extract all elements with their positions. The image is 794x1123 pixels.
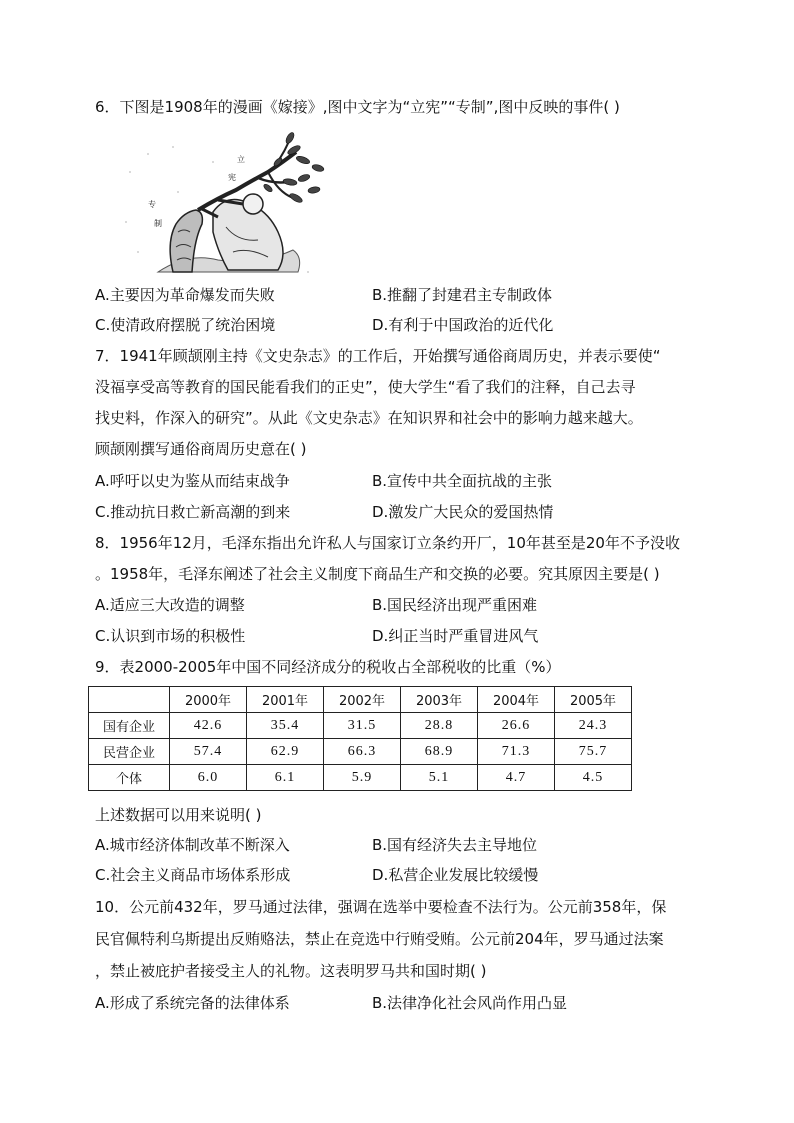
table-header-cell: 2004年 [478, 687, 555, 713]
q10-option-a[interactable]: A.形成了系统完备的法律体系 [95, 994, 290, 1012]
table-header-cell [89, 687, 170, 713]
q7-line-1: 7．1941年顾颉刚主持《文史杂志》的工作后，开始撰写通俗商周历史，并表示要使“ [95, 347, 661, 365]
grafting-cartoon [118, 132, 338, 282]
table-cell: 75.7 [555, 739, 632, 765]
cartoon-label-li: 立 [237, 155, 245, 164]
q6-option-d[interactable]: D.有利于中国政治的近代化 [372, 316, 554, 334]
table-cell: 4.5 [555, 765, 632, 791]
table-cell: 5.1 [401, 765, 478, 791]
q8-option-b[interactable]: B.国民经济出现严重困难 [372, 596, 538, 614]
q7-line-3: 找史料，作深入的研究”。从此《文史杂志》在知识界和社会中的影响力越来越大。 [95, 409, 643, 427]
table-cell: 28.8 [401, 713, 478, 739]
q9-after: 上述数据可以用来说明( ) [95, 806, 262, 824]
table-cell: 57.4 [170, 739, 247, 765]
table-cell: 4.7 [478, 765, 555, 791]
q6-option-b[interactable]: B.推翻了封建君主专制政体 [372, 286, 553, 304]
q8-option-d[interactable]: D.纠正当时严重冒进风气 [372, 627, 539, 645]
q7-option-b[interactable]: B.宣传中共全面抗战的主张 [372, 472, 553, 490]
table-cell: 5.9 [324, 765, 401, 791]
table-row [89, 713, 632, 739]
q10-option-b[interactable]: B.法律净化社会风尚作用凸显 [372, 994, 568, 1012]
table-header-cell: 2003年 [401, 687, 478, 713]
table-header-cell: 2000年 [170, 687, 247, 713]
table-cell: 42.6 [170, 713, 247, 739]
q7-line-4: 顾颉刚撰写通俗商周历史意在( ) [95, 440, 307, 458]
q9-option-d[interactable]: D.私营企业发展比较缓慢 [372, 866, 539, 884]
table-header-row [89, 687, 632, 713]
table-row-label: 个体 [89, 765, 170, 791]
q8-option-c[interactable]: C.认识到市场的积极性 [95, 627, 246, 645]
q8-line-2: 。1958年，毛泽东阐述了社会主义制度下商品生产和交换的必要。究其原因主要是( ) [95, 565, 660, 583]
table-cell: 62.9 [247, 739, 324, 765]
table-row [89, 739, 632, 765]
table-header-cell: 2001年 [247, 687, 324, 713]
table-row [89, 765, 632, 791]
table-cell: 66.3 [324, 739, 401, 765]
q7-option-c[interactable]: C.推动抗日救亡新高潮的到来 [95, 503, 291, 521]
q7-option-a[interactable]: A.呼吁以史为鉴从而结束战争 [95, 472, 290, 490]
table-cell: 26.6 [478, 713, 555, 739]
q7-option-d[interactable]: D.激发广大民众的爱国热情 [372, 503, 554, 521]
q10-line-2: 民官佩特利乌斯提出反贿赂法，禁止在竞选中行贿受贿。公元前204年，罗马通过法案 [95, 930, 664, 948]
q9-stem: 9．表2000-2005年中国不同经济成分的税收占全部税收的比重（%） [95, 658, 561, 676]
q6-option-c[interactable]: C.使清政府摆脱了统治困境 [95, 316, 276, 334]
tax-share-table [88, 686, 632, 791]
q7-line-2: 没福享受高等教育的国民能看我们的正史”，使大学生“看了我们的注释，自己去寻 [95, 378, 636, 396]
table-row-label: 国有企业 [89, 713, 170, 739]
cartoon-label-zhi: 制 [154, 219, 162, 228]
table-cell: 6.0 [170, 765, 247, 791]
table-cell: 71.3 [478, 739, 555, 765]
cartoon-label-zhuan: 专 [148, 200, 156, 209]
table-cell: 31.5 [324, 713, 401, 739]
q9-option-c[interactable]: C.社会主义商品市场体系形成 [95, 866, 291, 884]
table-cell: 24.3 [555, 713, 632, 739]
q10-line-1: 10．公元前432年，罗马通过法律，强调在选举中要检查不法行为。公元前358年，保 [95, 898, 667, 916]
q10-line-3: ，禁止被庇护者接受主人的礼物。这表明罗马共和国时期( ) [95, 962, 487, 980]
q8-line-1: 8．1956年12月，毛泽东指出允许私人与国家订立条约开厂，10年甚至是20年不予没收 [95, 534, 680, 552]
table-cell: 35.4 [247, 713, 324, 739]
q8-option-a[interactable]: A.适应三大改造的调整 [95, 596, 245, 614]
q9-option-b[interactable]: B.国有经济失去主导地位 [372, 836, 538, 854]
table-cell: 68.9 [401, 739, 478, 765]
cartoon-label-xian: 宪 [228, 173, 236, 182]
table-row-label: 民营企业 [89, 739, 170, 765]
table-header-cell: 2002年 [324, 687, 401, 713]
q6-stem: 6．下图是1908年的漫画《嫁接》,图中文字为“立宪”“专制”,图中反映的事件( ) [95, 98, 620, 116]
table-cell: 6.1 [247, 765, 324, 791]
q9-option-a[interactable]: A.城市经济体制改革不断深入 [95, 836, 290, 854]
q6-option-a[interactable]: A.主要因为革命爆发而失败 [95, 286, 275, 304]
table-header-cell: 2005年 [555, 687, 632, 713]
